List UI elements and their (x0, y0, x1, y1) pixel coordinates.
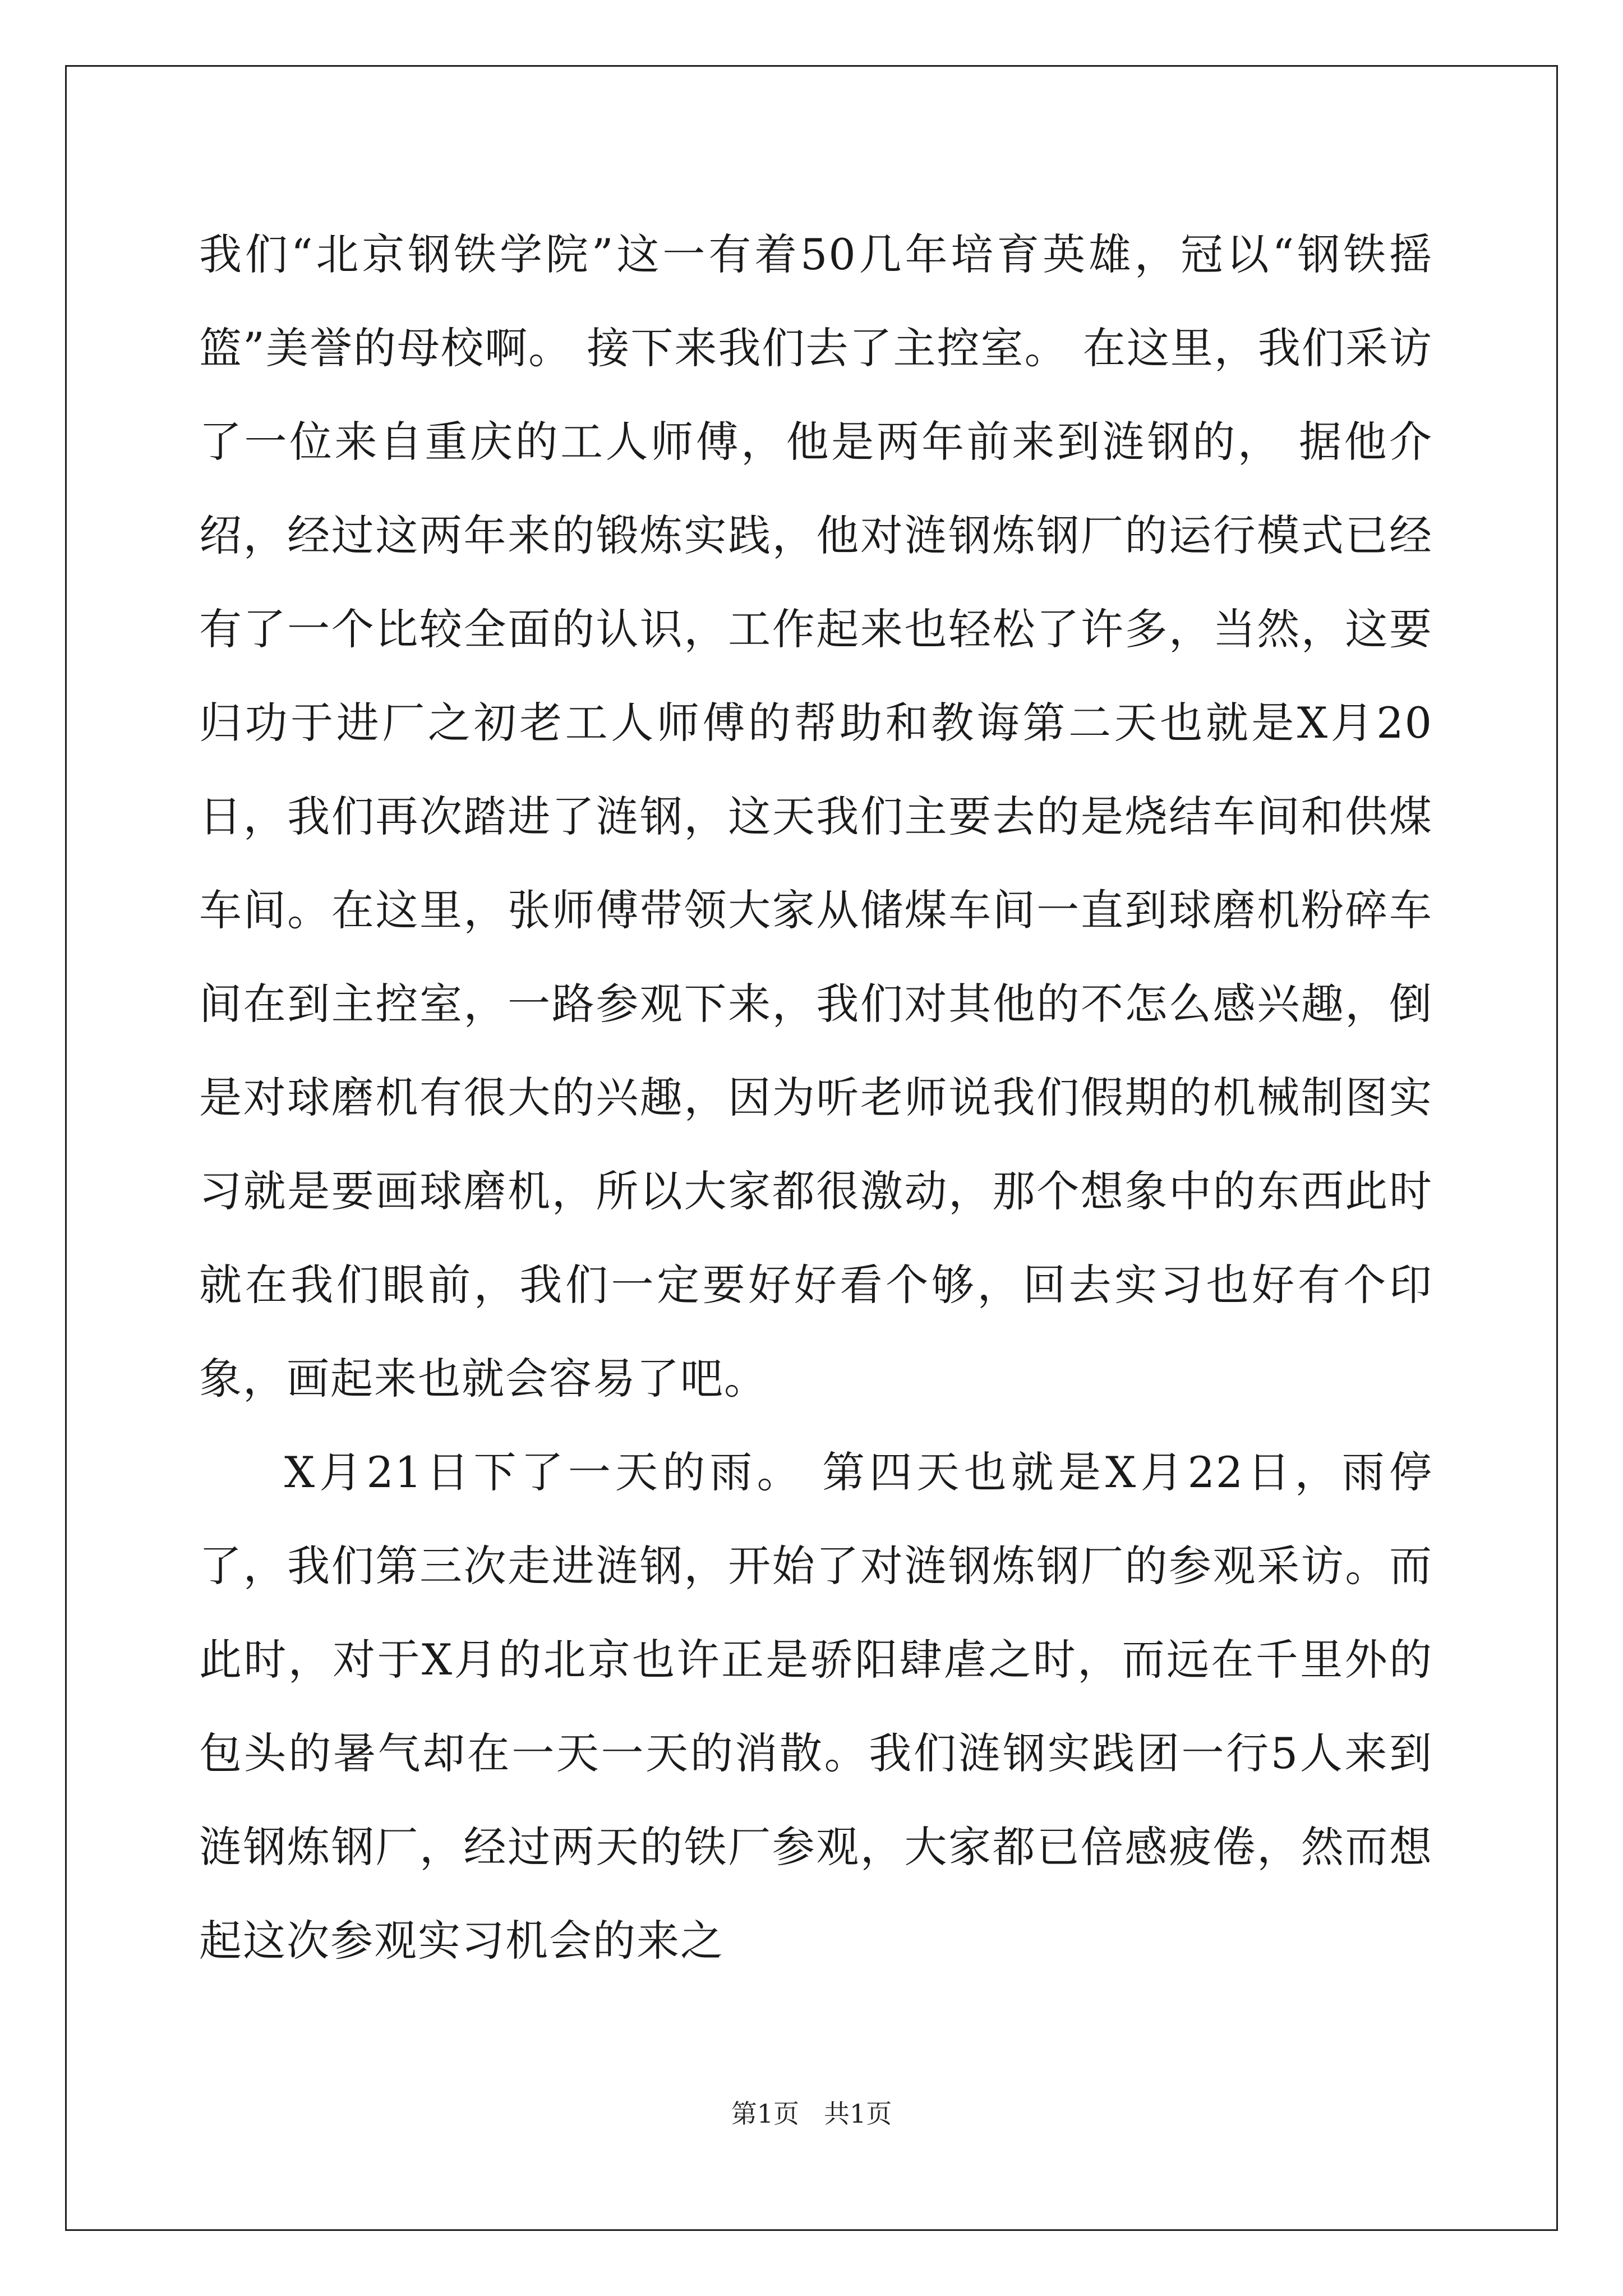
page-total: 共1页 (824, 2099, 892, 2129)
document-body (199, 208, 1433, 1987)
page-footer (0, 2097, 1623, 2131)
page-number: 第1页 (731, 2099, 799, 2129)
paragraph-2: X月21日下了一天的雨。 第四天也就是X月22日，雨停了，我们第三次走进涟钢，开始了对涟钢炼钢厂的参观采访。而此时，对于X月的北京也许正是骄阳肆虐之时，而远在千里外的包头的暑气却在一天一天的消散。我们涟钢实践团一行5人来到涟钢炼钢厂，经过两天的铁厂参观，大家都已倍感疲倦，然而想起这次参观实习机会的来之 (199, 1447, 1433, 1966)
paragraph-1: 我们“北京钢铁学院”这一有着50几年培育英雄，冠以“钢铁摇篮”美誉的母校啊。 接下来我们去了主控室。 在这里，我们采访了一位来自重庆的工人师傅，他是两年前来到涟钢的， 据他介绍，经过这两年来的锻炼实践，他对涟钢炼钢厂的运行模式已经有了一个比较全面的认识，工作起来也轻松了许多，当然，这要归功于进厂之初老工人师傅的帮助和教诲第二天也就是X月20日，我们再次踏进了涟钢，这天我们主要去的是烧结车间和供煤车间。在这里，张师傅带领大家从储煤车间一直到球磨机粉碎车间在到主控室，一路参观下来，我们对其他的不怎么感兴趣，倒是对球磨机有很大的兴趣，因为听老师说我们假期的机械制图实习就是要画球磨机，所以大家都很激动，那个想象中的东西此时就在我们眼前，我们一定要好好看个够，回去实习也好有个印象，画起来也就会容易了吧。 (199, 229, 1433, 1404)
